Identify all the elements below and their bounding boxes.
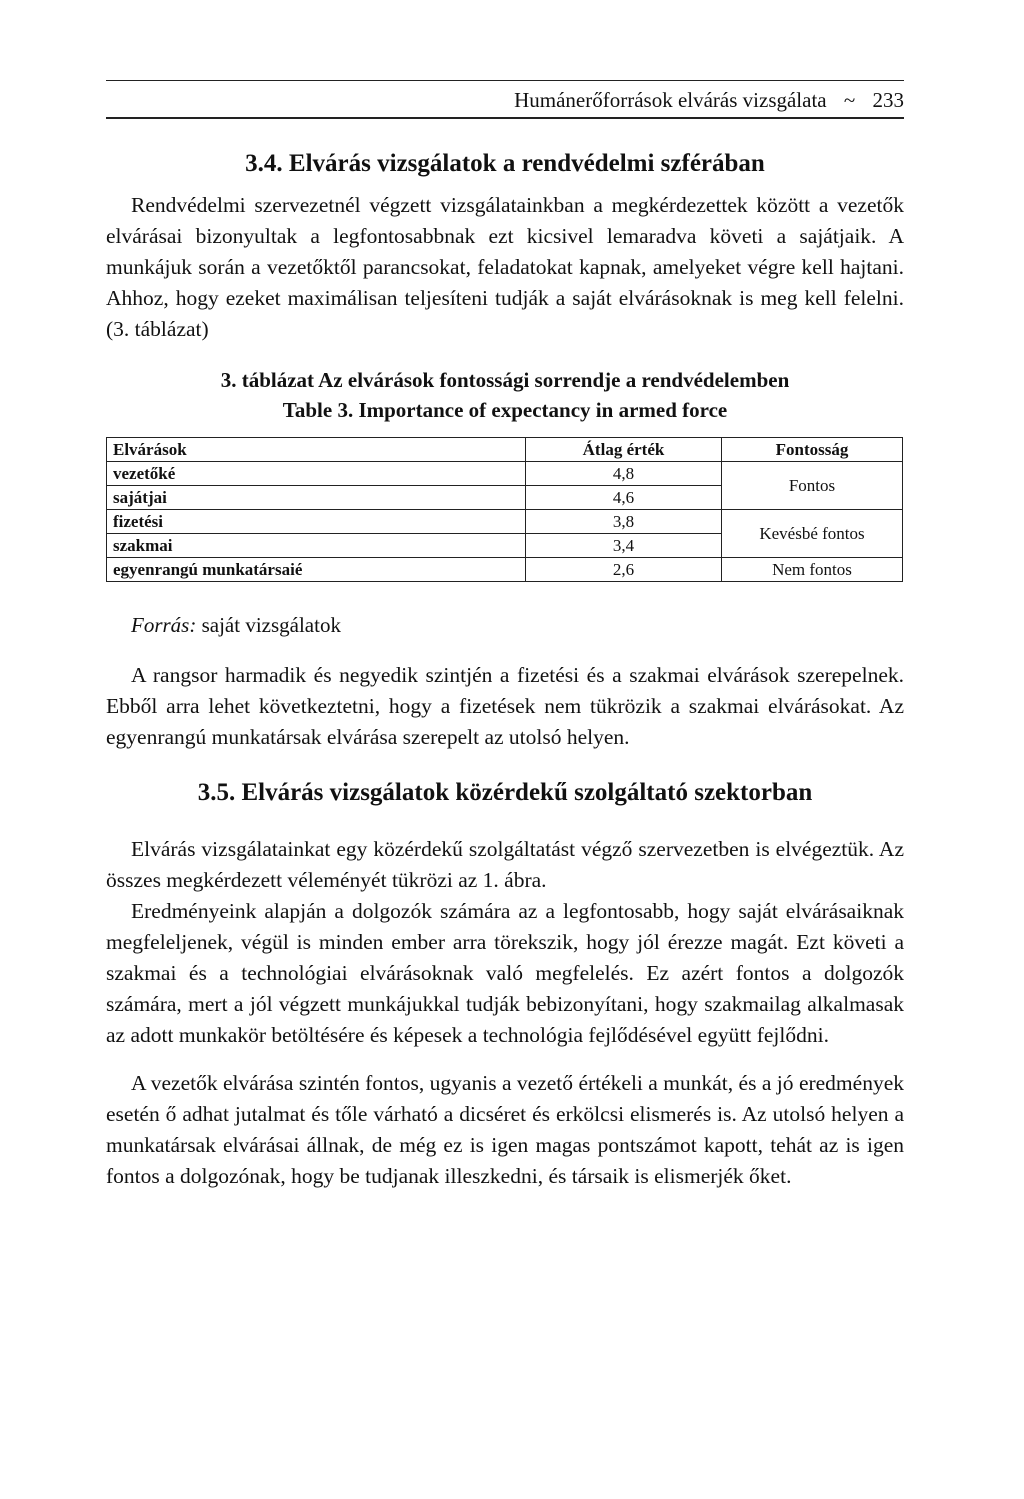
row-value: 3,4 bbox=[526, 534, 722, 558]
page-number: 233 bbox=[872, 88, 904, 112]
row-name: szakmai bbox=[107, 534, 526, 558]
col-header-average: Átlag érték bbox=[526, 438, 722, 462]
table-source bbox=[131, 613, 341, 638]
row-name: sajátjai bbox=[107, 486, 526, 510]
importance-cell: Nem fontos bbox=[722, 558, 903, 582]
row-name: egyenrangú munkatársaié bbox=[107, 558, 526, 582]
row-name: vezetőké bbox=[107, 462, 526, 486]
table-row bbox=[107, 558, 903, 582]
table-header-row bbox=[107, 438, 903, 462]
expectations-table bbox=[106, 437, 903, 582]
header-rule-top bbox=[106, 80, 904, 81]
section-3-5-paragraph: Eredményeink alapján a dolgozók számára az a legfontosabb, hogy saját elvárásaiknak megfeleljenek, végül is minden ember arra törekszik, hogy jól érezze magát. Ezt követi a szakmai és a technológiai elvárásoknak való megfelelés. Ez azért fontos a dolgozók számára, mert a jól végzett munkájukkal tudják bebizonyítani, hogy szakmailag alkalmasak az adott munkakör betöltésére és képesek a technológia fejlődésével együtt fejlődni. bbox=[106, 899, 904, 1047]
importance-cell: Kevésbé fontos bbox=[722, 510, 903, 558]
after-table-paragraph: A rangsor harmadik és negyedik szintjén a fizetési és a szakmai elvárások szerepelnek. Ebből arra lehet következtetni, hogy a fizetések nem tükrözik a szakmai elvárásokat. Az egyenrangú munkatársak elvárása szerepelt az utolsó helyen. bbox=[106, 663, 904, 749]
running-header bbox=[514, 88, 904, 113]
table-row bbox=[107, 510, 903, 534]
source-label: Forrás: bbox=[131, 613, 197, 637]
table-caption-en: Table 3. Importance of expectancy in armed force bbox=[282, 398, 728, 422]
source-text: saját vizsgálatok bbox=[201, 613, 341, 637]
header-title: Humánerőforrások elvárás vizsgálata bbox=[514, 88, 827, 112]
col-header-importance: Fontosság bbox=[722, 438, 903, 462]
col-header-expectations: Elvárások bbox=[107, 438, 526, 462]
section-3-5-heading: 3.5. Elvárás vizsgálatok közérdekű szolgáltató szektorban bbox=[197, 779, 813, 806]
section-3-5-paragraph: A vezetők elvárása szintén fontos, ugyanis a vezető értékeli a munkát, és a jó eredmények esetén ő adhat jutalmat és tőle várható a dicséret és erkölcsi elismerés is. Az utolsó helyen a munkatársak elvárásai állnak, de még ez is igen magas pontszámot kapott, tehát az is igen fontos a dolgozónak, hogy be tudjanak illeszkedni, és társaik is elismerjék őket. bbox=[106, 1071, 904, 1188]
row-value: 4,8 bbox=[526, 462, 722, 486]
section-3-4-paragraph: Rendvédelmi szervezetnél végzett vizsgálatainkban a megkérdezettek között a vezetők elvárásai bizonyultak a legfontosabbnak ezt kicsivel lemaradva követi a sajátjaik. A munkájuk során a vezetőktől parancsokat, feladatokat kapnak, amelyeket végre kell hajtani. Ahhoz, hogy ezeket maximálisan teljesíteni tudják a saját elvárásoknak is meg kell felelni. (3. táblázat) bbox=[106, 193, 904, 341]
row-value: 3,8 bbox=[526, 510, 722, 534]
table-row bbox=[107, 462, 903, 486]
row-value: 2,6 bbox=[526, 558, 722, 582]
importance-cell: Fontos bbox=[722, 462, 903, 510]
header-rule-bottom bbox=[106, 117, 904, 119]
section-3-4-heading: 3.4. Elvárás vizsgálatok a rendvédelmi szférában bbox=[245, 150, 765, 177]
header-separator: ~ bbox=[843, 88, 856, 112]
row-value: 4,6 bbox=[526, 486, 722, 510]
table-caption-hu: 3. táblázat Az elvárások fontossági sorrendje a rendvédelemben bbox=[220, 368, 790, 392]
row-name: fizetési bbox=[107, 510, 526, 534]
section-3-5-paragraph: Elvárás vizsgálatainkat egy közérdekű szolgáltatást végző szervezetben is elvégeztük. Az összes megkérdezett véleményét tükrözi az 1. ábra. bbox=[106, 837, 904, 892]
